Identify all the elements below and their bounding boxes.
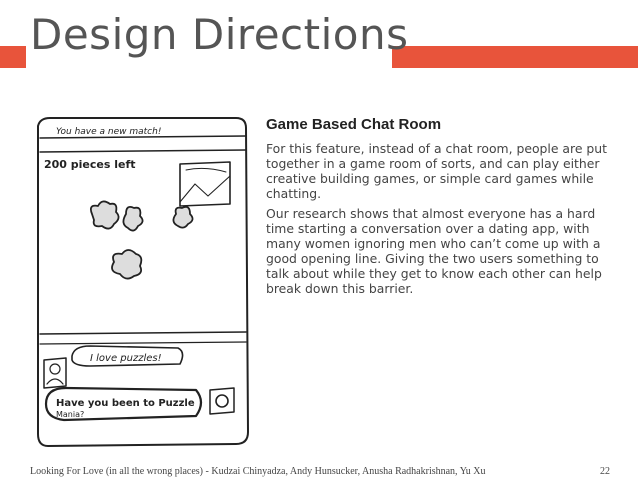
page-number: 22 bbox=[600, 466, 610, 477]
puzzle-piece-icon bbox=[91, 201, 119, 228]
paragraph-feature: For this feature, instead of a chat room, people are put together in a game room of sorts, and can play either creative building games, or simple card games while chatting. bbox=[266, 141, 607, 201]
hand-drawn-sketch bbox=[30, 112, 254, 452]
compose-message-text: Have you been to Puzzle bbox=[56, 398, 195, 409]
user-avatar-right bbox=[210, 388, 234, 414]
paragraph-research: Our research shows that almost everyone has a hard time starting a conversation over a dating app, with many women ignoring men who can’t come up with a good opening line. Giving the two users something to talk about while they get to know each other can help break down this barrier. bbox=[266, 206, 602, 296]
content-column bbox=[266, 116, 618, 301]
received-message-text: I love puzzles! bbox=[90, 353, 162, 364]
footer-text: Looking For Love (in all the wrong places) - Kudzai Chinyadza, Andy Hunsucker, Anusha Radhakrishnan, Yu Xu bbox=[30, 466, 486, 477]
puzzle-piece-icon bbox=[173, 207, 192, 228]
puzzle-piece-icon bbox=[123, 207, 142, 231]
section-heading: Game Based Chat Room bbox=[266, 116, 442, 133]
slide-title: Design Directions bbox=[30, 10, 409, 59]
compose-message-text-line2: Mania? bbox=[56, 410, 85, 419]
puzzle-piece-icon bbox=[112, 250, 141, 279]
pieces-left-label: 200 pieces left bbox=[44, 158, 136, 171]
match-banner: You have a new match! bbox=[56, 127, 162, 137]
